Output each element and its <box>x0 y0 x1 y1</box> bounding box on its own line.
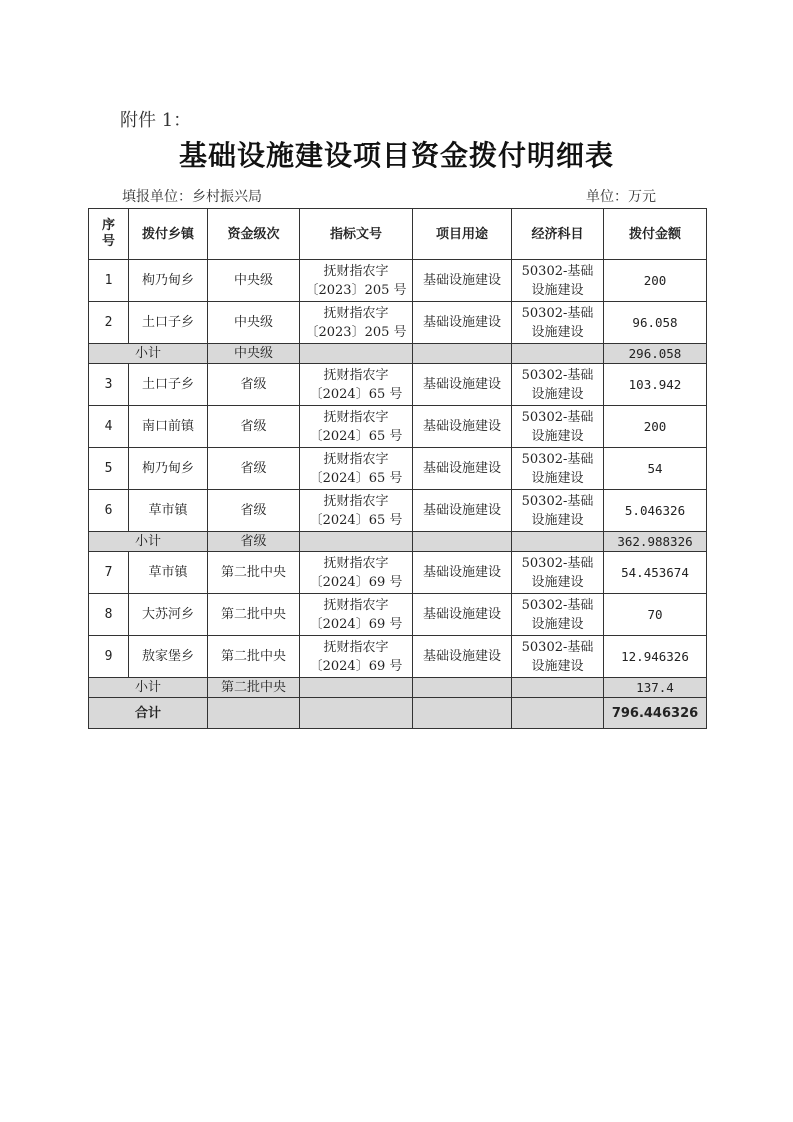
doc-no-cell <box>300 594 413 636</box>
amount-cell: 70 <box>604 594 707 636</box>
subtotal-empty-purpose <box>413 344 512 364</box>
subtotal-label: 小计 <box>89 344 208 364</box>
table-row <box>89 448 707 490</box>
purpose-cell: 基础设施建设 <box>413 448 512 490</box>
seq-cell: 3 <box>89 364 129 406</box>
funding-table <box>88 208 707 729</box>
total-empty-subject <box>512 698 604 729</box>
table-row <box>89 552 707 594</box>
purpose-cell: 基础设施建设 <box>413 364 512 406</box>
econ-subject-cell-line2: 设施建设 <box>531 282 584 298</box>
subtotal-level: 省级 <box>208 532 300 552</box>
seq-cell: 5 <box>89 448 129 490</box>
fund-level-cell: 第二批中央 <box>208 552 300 594</box>
doc-no-cell <box>300 448 413 490</box>
fund-level-cell: 第二批中央 <box>208 594 300 636</box>
doc-no-cell <box>300 406 413 448</box>
fund-level-cell: 第二批中央 <box>208 636 300 678</box>
doc-no-cell-line2: 〔2024〕69 号 <box>309 574 403 590</box>
doc-no-cell <box>300 260 413 302</box>
table-row <box>89 594 707 636</box>
subtotal-amount: 296.058 <box>604 344 707 364</box>
subtotal-empty-subject <box>512 344 604 364</box>
econ-subject-cell <box>512 406 604 448</box>
currency-unit: 单位：万元 <box>586 189 656 205</box>
header-seq-line2: 号 <box>101 234 115 249</box>
township-cell: 大苏河乡 <box>129 594 208 636</box>
amount-cell: 96.058 <box>604 302 707 344</box>
doc-no-cell-line2: 〔2024〕69 号 <box>309 658 403 674</box>
subtotal-row <box>89 344 707 364</box>
doc-no-cell <box>300 364 413 406</box>
doc-no-cell-line2: 〔2024〕69 号 <box>309 616 403 632</box>
econ-subject-cell <box>512 636 604 678</box>
header-township: 拨付乡镇 <box>129 209 208 260</box>
subtotal-label: 小计 <box>89 532 208 552</box>
econ-subject-cell <box>512 364 604 406</box>
fund-level-cell: 中央级 <box>208 302 300 344</box>
econ-subject-cell-line1: 50302-基础 <box>521 451 594 467</box>
amount-cell: 200 <box>604 406 707 448</box>
econ-subject-cell-line1: 50302-基础 <box>521 305 594 321</box>
econ-subject-cell-line2: 设施建设 <box>531 386 584 402</box>
amount-cell: 12.946326 <box>604 636 707 678</box>
header-seq-line1: 序 <box>101 218 115 233</box>
page-title: 基础设施建设项目资金拨付明细表 <box>178 139 614 172</box>
total-empty-level <box>208 698 300 729</box>
fund-level-cell: 中央级 <box>208 260 300 302</box>
subtotal-empty-subject <box>512 678 604 698</box>
township-cell: 南口前镇 <box>129 406 208 448</box>
seq-cell: 7 <box>89 552 129 594</box>
doc-no-cell-line1: 抚财指农字 <box>323 409 389 425</box>
purpose-cell: 基础设施建设 <box>413 594 512 636</box>
econ-subject-cell-line1: 50302-基础 <box>521 639 594 655</box>
table-header-row <box>89 209 707 260</box>
subtotal-empty-doc <box>300 344 413 364</box>
fund-level-cell: 省级 <box>208 448 300 490</box>
seq-cell: 6 <box>89 490 129 532</box>
total-label: 合计 <box>89 698 208 729</box>
amount-cell: 103.942 <box>604 364 707 406</box>
total-amount: 796.446326 <box>604 698 707 729</box>
total-empty-purpose <box>413 698 512 729</box>
econ-subject-cell <box>512 260 604 302</box>
doc-no-cell-line2: 〔2024〕65 号 <box>309 470 403 486</box>
econ-subject-cell-line1: 50302-基础 <box>521 409 594 425</box>
header-seq <box>89 209 129 260</box>
doc-no-cell-line2: 〔2024〕65 号 <box>309 428 403 444</box>
amount-cell: 54 <box>604 448 707 490</box>
subtotal-empty-subject <box>512 532 604 552</box>
purpose-cell: 基础设施建设 <box>413 260 512 302</box>
econ-subject-cell-line1: 50302-基础 <box>521 555 594 571</box>
attachment-label: 附件 1： <box>120 110 192 131</box>
township-cell: 土口子乡 <box>129 302 208 344</box>
seq-cell: 8 <box>89 594 129 636</box>
township-cell: 草市镇 <box>129 552 208 594</box>
econ-subject-cell-line1: 50302-基础 <box>521 263 594 279</box>
econ-subject-cell-line2: 设施建设 <box>531 616 584 632</box>
econ-subject-cell-line1: 50302-基础 <box>521 597 594 613</box>
township-cell: 草市镇 <box>129 490 208 532</box>
purpose-cell: 基础设施建设 <box>413 302 512 344</box>
fund-level-cell: 省级 <box>208 364 300 406</box>
table-row <box>89 636 707 678</box>
doc-no-cell <box>300 552 413 594</box>
doc-no-cell-line1: 抚财指农字 <box>323 555 389 571</box>
fund-level-cell: 省级 <box>208 490 300 532</box>
total-empty-doc <box>300 698 413 729</box>
header-amount: 拨付金额 <box>604 209 707 260</box>
doc-no-cell-line2: 〔2024〕65 号 <box>309 512 403 528</box>
amount-cell: 200 <box>604 260 707 302</box>
header-fund-level: 资金级次 <box>208 209 300 260</box>
econ-subject-cell-line1: 50302-基础 <box>521 367 594 383</box>
seq-cell: 2 <box>89 302 129 344</box>
fund-level-cell: 省级 <box>208 406 300 448</box>
subtotal-row <box>89 678 707 698</box>
econ-subject-cell <box>512 552 604 594</box>
table-row <box>89 406 707 448</box>
table-body <box>89 260 707 729</box>
table-row <box>89 364 707 406</box>
econ-subject-cell-line2: 设施建设 <box>531 574 584 590</box>
doc-no-cell-line1: 抚财指农字 <box>323 367 389 383</box>
table-row <box>89 260 707 302</box>
econ-subject-cell-line1: 50302-基础 <box>521 493 594 509</box>
subtotal-empty-doc <box>300 532 413 552</box>
township-cell: 土口子乡 <box>129 364 208 406</box>
purpose-cell: 基础设施建设 <box>413 552 512 594</box>
subtotal-level: 中央级 <box>208 344 300 364</box>
subtotal-row <box>89 532 707 552</box>
township-cell: 枸乃甸乡 <box>129 448 208 490</box>
subtotal-label: 小计 <box>89 678 208 698</box>
econ-subject-cell-line2: 设施建设 <box>531 512 584 528</box>
econ-subject-cell-line2: 设施建设 <box>531 324 584 340</box>
amount-cell: 5.046326 <box>604 490 707 532</box>
subtotal-empty-purpose <box>413 678 512 698</box>
econ-subject-cell <box>512 448 604 490</box>
header-purpose: 项目用途 <box>413 209 512 260</box>
subtotal-empty-doc <box>300 678 413 698</box>
table-row <box>89 490 707 532</box>
econ-subject-cell-line2: 设施建设 <box>531 658 584 674</box>
township-cell: 敖家堡乡 <box>129 636 208 678</box>
econ-subject-cell-line2: 设施建设 <box>531 470 584 486</box>
doc-no-cell-line1: 抚财指农字 <box>323 305 389 321</box>
subtotal-amount: 362.988326 <box>604 532 707 552</box>
econ-subject-cell <box>512 302 604 344</box>
doc-no-cell-line2: 〔2023〕205 号 <box>305 282 407 298</box>
doc-no-cell-line1: 抚财指农字 <box>323 451 389 467</box>
table-row <box>89 302 707 344</box>
seq-cell: 1 <box>89 260 129 302</box>
doc-no-cell <box>300 636 413 678</box>
purpose-cell: 基础设施建设 <box>413 490 512 532</box>
purpose-cell: 基础设施建设 <box>413 636 512 678</box>
doc-no-cell-line1: 抚财指农字 <box>323 597 389 613</box>
subtotal-level: 第二批中央 <box>208 678 300 698</box>
township-cell: 枸乃甸乡 <box>129 260 208 302</box>
seq-cell: 9 <box>89 636 129 678</box>
subtotal-empty-purpose <box>413 532 512 552</box>
doc-no-cell-line2: 〔2023〕205 号 <box>305 324 407 340</box>
econ-subject-cell <box>512 490 604 532</box>
total-row <box>89 698 707 729</box>
econ-subject-cell <box>512 594 604 636</box>
header-econ-subject: 经济科目 <box>512 209 604 260</box>
filler-unit: 填报单位：乡村振兴局 <box>122 189 262 205</box>
doc-no-cell <box>300 490 413 532</box>
doc-no-cell-line2: 〔2024〕65 号 <box>309 386 403 402</box>
seq-cell: 4 <box>89 406 129 448</box>
doc-no-cell-line1: 抚财指农字 <box>323 263 389 279</box>
doc-no-cell-line1: 抚财指农字 <box>323 639 389 655</box>
subtotal-amount: 137.4 <box>604 678 707 698</box>
amount-cell: 54.453674 <box>604 552 707 594</box>
header-doc-no: 指标文号 <box>300 209 413 260</box>
doc-no-cell <box>300 302 413 344</box>
econ-subject-cell-line2: 设施建设 <box>531 428 584 444</box>
purpose-cell: 基础设施建设 <box>413 406 512 448</box>
doc-no-cell-line1: 抚财指农字 <box>323 493 389 509</box>
